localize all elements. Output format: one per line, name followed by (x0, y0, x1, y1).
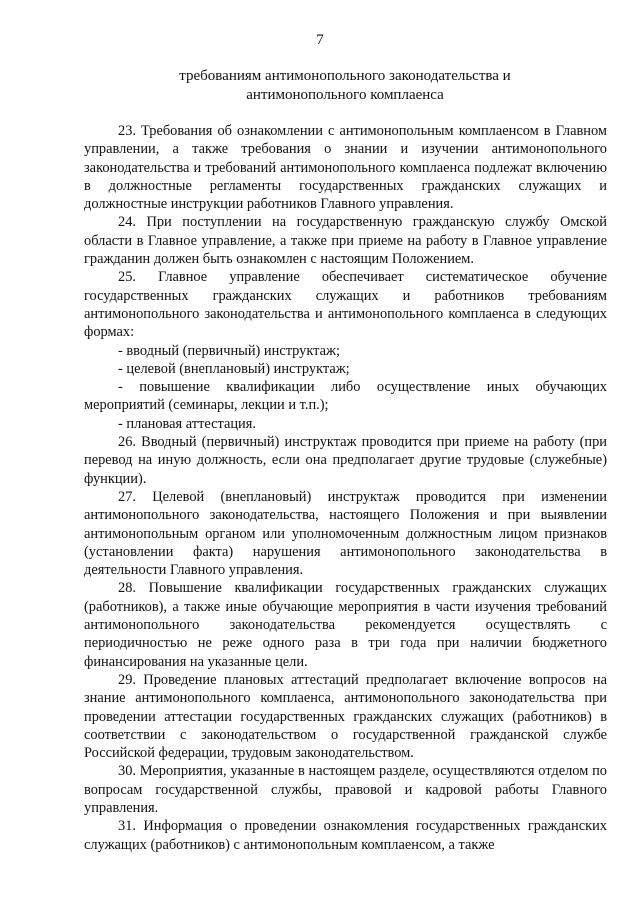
list-item-qualification-training: - повышение квалификации либо осуществление иных обучающих мероприятий (семинары, лекции и т.п.); (84, 379, 607, 414)
paragraph-30: 30. Мероприятия, указанные в настоящем разделе, осуществляются отделом по вопросам государственной службы, правовой и кадровой работы Главного управления. (84, 763, 607, 816)
paragraph-24: 24. При поступлении на государственную гражданскую службу Омской области в Главное управление, а также при приеме на работу в Главное управление гражданин должен быть ознакомлен с настоящим Положением. (84, 214, 607, 268)
paragraph-31: 31. Информация о проведении ознакомления государственных гражданских служащих (работников) с антимонопольным комплаенсом, а также (84, 818, 607, 853)
paragraph-27: 27. Целевой (внеплановый) инструктаж проводится при изменении антимонопольного законодательства, настоящего Положения и при выявлении антимонопольным органом или уполномоченным должностным лицом признаков (установлении факта) нарушения антимонопольного законодательства в деятельности Главного управления. (84, 488, 607, 579)
document-body (84, 122, 607, 854)
paragraph-25: 25. Главное управление обеспечивает систематическое обучение государственных гражданских служащих и работников требованиям антимонопольного законодательства и антимонопольного комплаенса в следующих формах: (84, 269, 607, 341)
paragraph-28: 28. Повышение квалификации государственных гражданских служащих (работников), а также иные обучающие мероприятия в части изучения требований антимонопольного законодательства рекомендуется осуществлять с периодичностью не реже одного раза в три года при наличии бюджетного финансирования на указанные цели. (84, 580, 607, 670)
section-heading (100, 67, 590, 104)
paragraph-26: 26. Вводный (первичный) инструктаж проводится при приеме на работу (при перевод на иную должность, если она предполагает другие трудовые (служебные) функции). (84, 434, 607, 487)
section-heading-line-1: требованиям антимонопольного законодательства и (179, 68, 511, 84)
page-number: 7 (316, 32, 324, 48)
list-item-targeted-briefing: - целевой (внеплановый) инструктаж; (118, 360, 350, 377)
list-item-planned-attestation: - плановая аттестация. (118, 415, 256, 432)
paragraph-23: 23. Требования об ознакомлении с антимонопольным комплаенсом в Главном управлении, а также требования о знании и изучении антимонопольного законодательства и требований антимонопольного комплаенса подлежат включению в должностные регламенты государственных гражданских служащих и должностные инструкции работников Главного управления. (84, 123, 607, 213)
paragraph-29: 29. Проведение плановых аттестаций предполагает включение вопросов на знание антимонопольного комплаенса, антимонопольного законодательства при проведении аттестации государственных гражданских служащих (работников) в соответствии с законодательством о государственной гражданской службе Российской федерации, трудовым законодательством. (84, 671, 607, 762)
section-heading-line-2: антимонопольного комплаенса (246, 86, 444, 103)
list-item-introductory-briefing: - вводный (первичный) инструктаж; (118, 342, 340, 359)
